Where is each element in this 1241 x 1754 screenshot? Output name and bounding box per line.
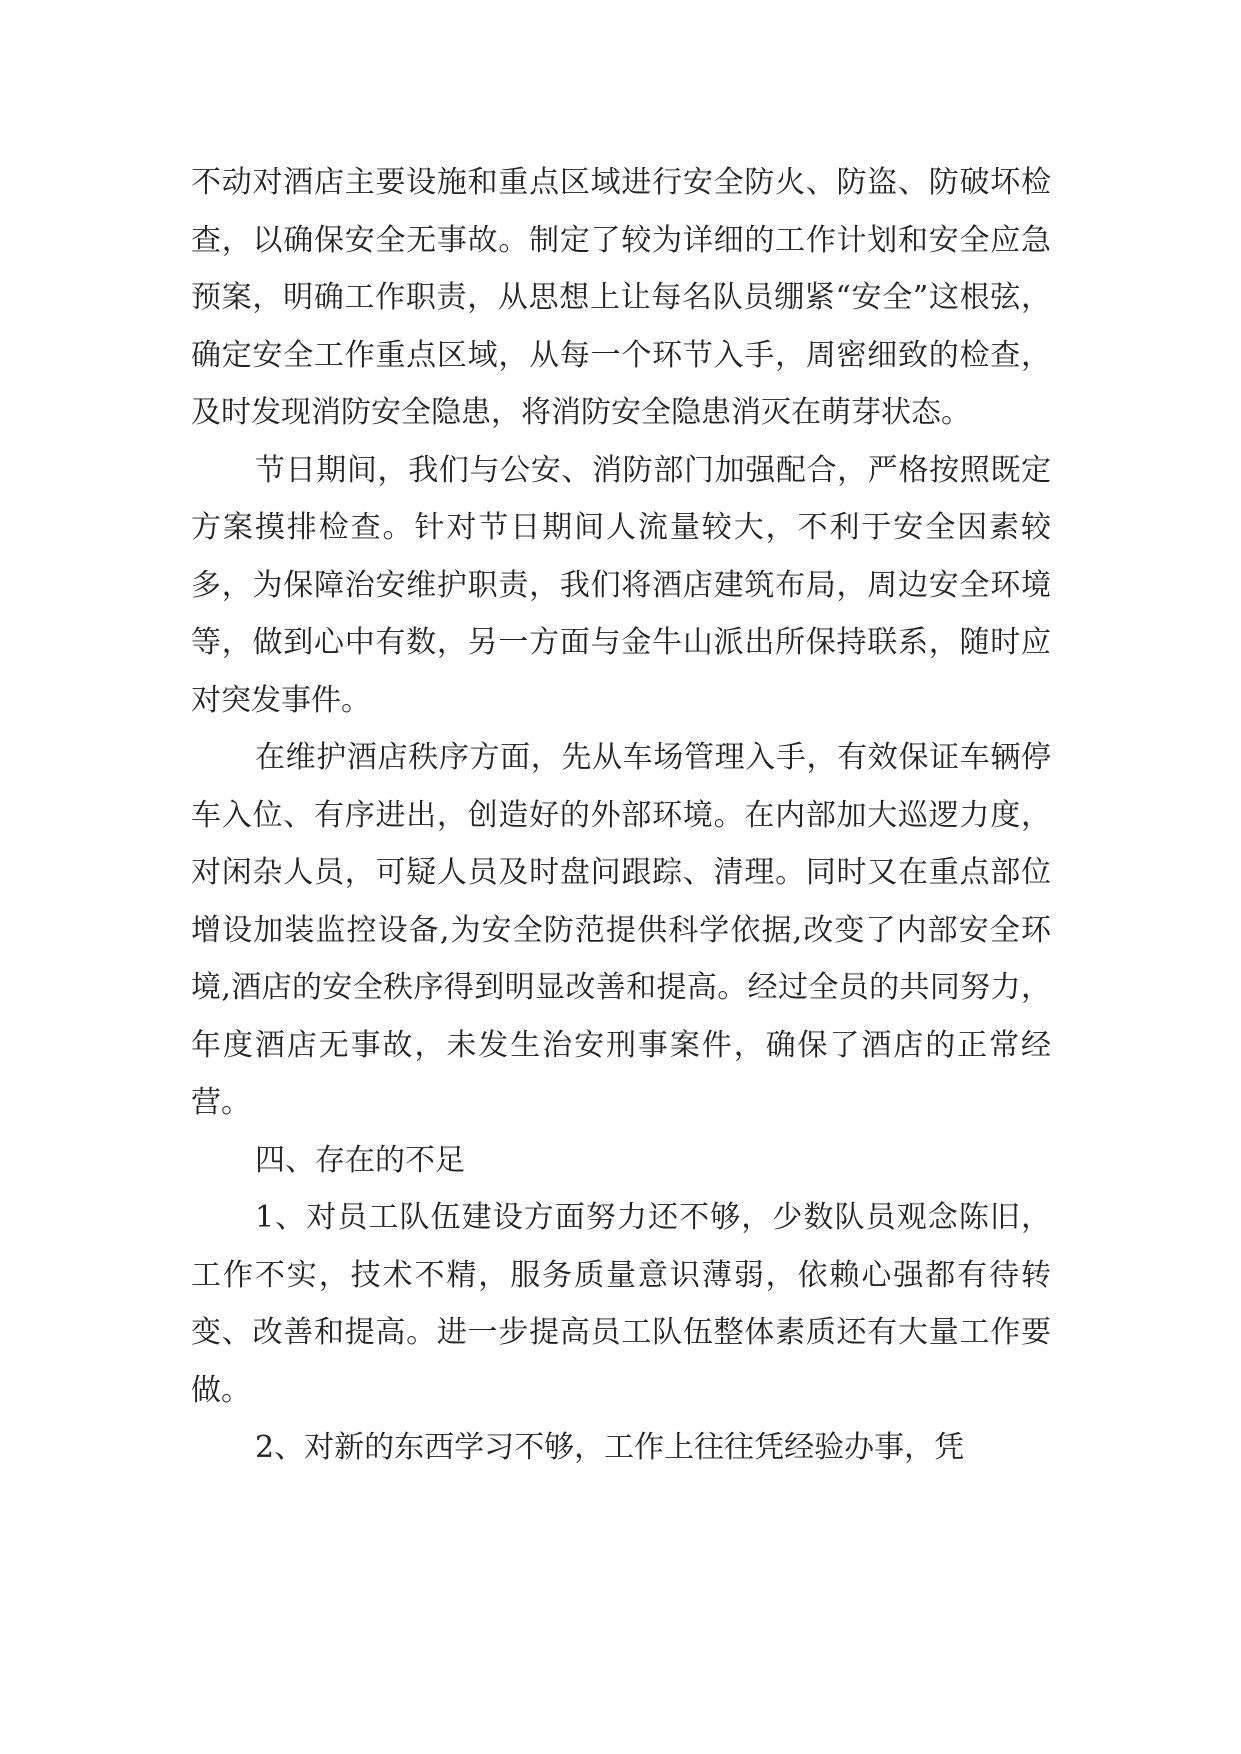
paragraph-shortcoming-1: 1、对员工队伍建设方面努力还不够，少数队员观念陈旧，工作不实，技术不精，服务质量意识薄弱，依赖心强都有待转变、改善和提高。进一步提高员工队伍整体素质还有大量工作要做。 [191,1200,1051,1408]
paragraph-holiday-cooperation: 节日期间，我们与公安、消防部门加强配合，严格按照既定方案摸排检查。针对节日期间人流量较大，不利于安全因素较多，为保障治安维护职责，我们将酒店建筑布局，周边安全环境等，做到心中有数，另一方面与金牛山派出所保持联系，随时应对突发事件。 [191,452,1051,718]
paragraph-fire-safety-inspection: 不动对酒店主要设施和重点区域进行安全防火、防盗、防破坏检查，以确保安全无事故。制定了较为详细的工作计划和安全应急预案，明确工作职责，从思想上让每名队员绷紧“安全”这根弦，确定安全工作重点区域，从每一个环节入手，周密细致的检查，及时发现消防安全隐患，将消防安全隐患消灭在萌芽状态。 [191,165,1051,430]
paragraph-shortcoming-2: 2、对新的东西学习不够，工作上往往凭经验办事，凭 [255,1430,965,1465]
document-body [191,154,1051,1477]
section-heading-shortcomings: 四、存在的不足 [255,1142,465,1178]
paragraph-hotel-order: 在维护酒店秩序方面，先从车场管理入手，有效保证车辆停车入位、有序进出，创造好的外部环境。在内部加大巡逻力度，对闲杂人员，可疑人员及时盘问跟踪、清理。同时又在重点部位增设加装监控设备,为安全防范提供科学依据,改变了内部安全环境,酒店的安全秩序得到明显改善和提高。经过全员的共同努力，年度酒店无事故，未发生治安刑事案件，确保了酒店的正常经营。 [191,740,1051,1120]
